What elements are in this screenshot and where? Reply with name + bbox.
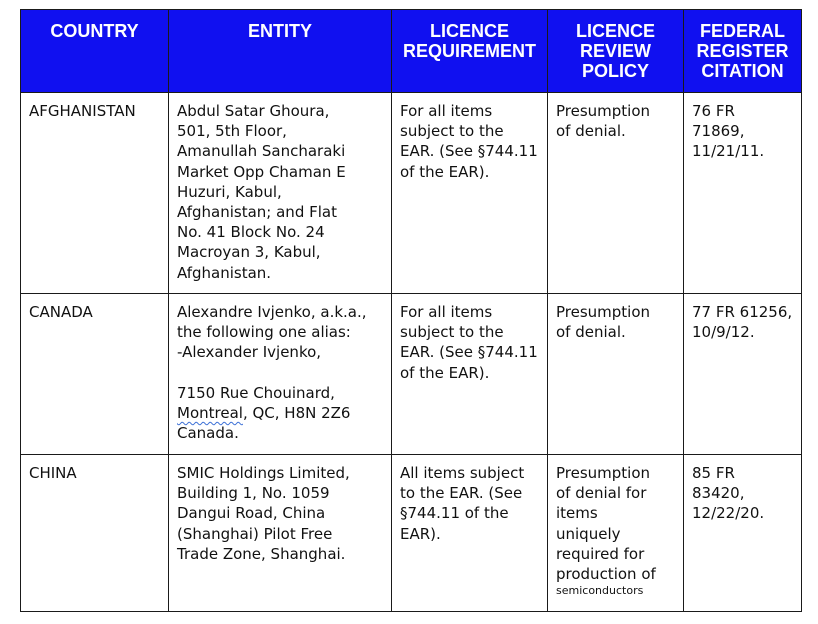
header-country: COUNTRY bbox=[21, 10, 169, 93]
entity-cell: Abdul Satar Ghoura, 501, 5th Floor, Amanullah Sancharaki Market Opp Chaman E Huzuri, Kabul, Afghanistan; and Flat No. 41 Block No. 24 Macroyan 3, Kabul, Afghanistan. bbox=[169, 93, 392, 294]
entity-cell: SMIC Holdings Limited, Building 1, No. 1059 Dangui Road, China (Shanghai) Pilot Free Trade Zone, Shanghai. bbox=[169, 455, 392, 612]
header-entity: ENTITY bbox=[169, 10, 392, 93]
licence-requirement-cell: All items subject to the EAR. (See §744.11 of the EAR). bbox=[392, 455, 548, 612]
policy-text: Presumption of denial for items uniquely required for production of bbox=[556, 464, 656, 584]
citation-cell: 76 FR 71869, 11/21/11. bbox=[684, 93, 802, 294]
entity-text-part: , QC, H8N 2Z6 Canada. bbox=[177, 404, 351, 443]
table-row bbox=[21, 294, 802, 455]
entity-cell bbox=[169, 294, 392, 455]
citation-cell: 77 FR 61256, 10/9/12. bbox=[684, 294, 802, 455]
header-row bbox=[21, 10, 802, 93]
entity-text-part: Alexandre Ivjenko, a.k.a., the following one alias: -Alexander Ivjenko, 7150 Rue Chouinard, bbox=[177, 303, 367, 402]
header-licence-review-policy: LICENCE REVIEW POLICY bbox=[548, 10, 684, 93]
review-policy-cell: Presumption of denial. bbox=[548, 93, 684, 294]
header-federal-register-citation: FEDERAL REGISTER CITATION bbox=[684, 10, 802, 93]
policy-small-text: semiconductors bbox=[556, 584, 644, 598]
country-cell: CHINA bbox=[21, 455, 169, 612]
review-policy-cell: Presumption of denial. bbox=[548, 294, 684, 455]
table-row bbox=[21, 455, 802, 612]
licence-requirement-cell: For all items subject to the EAR. (See §744.11 of the EAR). bbox=[392, 294, 548, 455]
country-cell: CANADA bbox=[21, 294, 169, 455]
header-licence-requirement: LICENCE REQUIREMENT bbox=[392, 10, 548, 93]
country-cell: AFGHANISTAN bbox=[21, 93, 169, 294]
spellcheck-marked-word[interactable]: Montreal bbox=[177, 404, 243, 423]
citation-cell: 85 FR 83420, 12/22/20. bbox=[684, 455, 802, 612]
review-policy-cell bbox=[548, 455, 684, 612]
entity-list-table bbox=[20, 9, 802, 612]
licence-requirement-cell: For all items subject to the EAR. (See §744.11 of the EAR). bbox=[392, 93, 548, 294]
table-row bbox=[21, 93, 802, 294]
